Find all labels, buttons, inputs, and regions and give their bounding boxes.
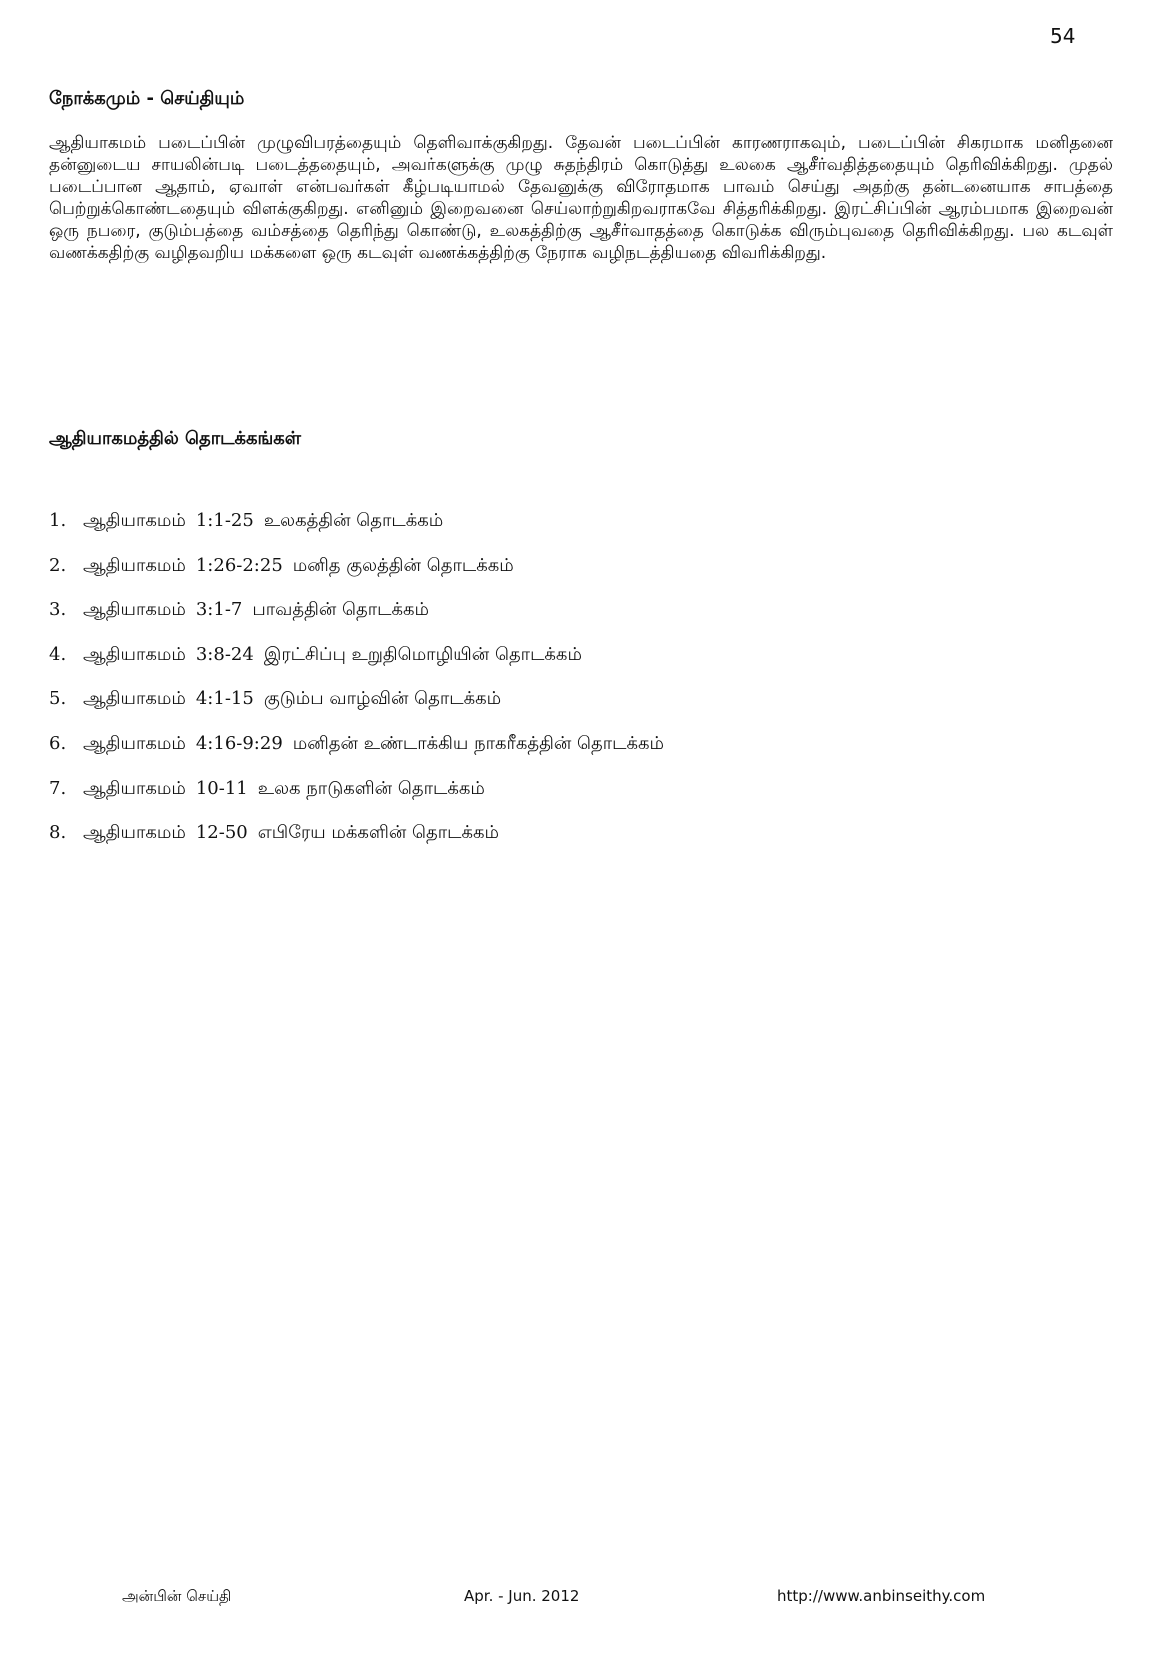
item-reference: 3:8-24 (195, 643, 254, 665)
item-book: ஆதியாகமம் (83, 643, 186, 665)
list-item (49, 822, 664, 867)
list-item (49, 688, 664, 733)
item-reference: 10-11 (195, 777, 248, 799)
item-number: 2. (49, 554, 67, 576)
item-text: மனிதன் உண்டாக்கிய நாகரீகத்தின் தொடக்கம் (292, 732, 664, 754)
footer-issue-date: Apr. - Jun. 2012 (464, 1587, 580, 1605)
beginnings-list (49, 510, 664, 867)
list-item (49, 733, 664, 778)
list-item (49, 644, 664, 689)
item-reference: 3:1-7 (195, 599, 243, 621)
section-heading-purpose: நோக்கமும் - செய்தியும் (49, 88, 245, 109)
item-number: 1. (49, 510, 67, 531)
purpose-paragraph: ஆதியாகமம் படைப்பின் முழுவிபரத்தையும் தெளிவாக்குகிறது. தேவன் படைப்பின் காரணராகவும், படைப்பின் சிகரமாக மனிதனை தன்னுடைய சாயலின்படி படைத்ததையும், அவர்களுக்கு முழு சுதந்திரம் கொடுத்து உலகை ஆசீர்வதித்ததையும் தெரிவிக்கிறது. முதல் படைப்பான ஆதாம், ஏவாள் என்பவர்கள் கீழ்படியாமல் தேவனுக்கு விரோதமாக பாவம் செய்து அதற்கு தன்டனையாக சாபத்தை பெற்றுக்கொண்டதையும் விளக்குகிறது. எனினும் இறைவனை செய்லாற்றுகிறவராகவே சித்தரிக்கிறது. இரட்சிப்பின் ஆரம்பமாக இறைவன் ஒரு நபரை, குடும்பத்தை வம்சத்தை தெரிந்து கொண்டு, உலகத்திற்கு ஆசீர்வாதத்தை கொடுக்க விரும்புவதை தெரிவிக்கிறது. பல கடவுள் வணக்கதிற்கு வழிதவறிய மக்களை ஒரு கடவுள் வணக்கத்திற்கு நேராக வழிநடத்தியதை விவரிக்கிறது. (49, 133, 1113, 263)
footer-website-url: http://www.anbinseithy.com (777, 1587, 986, 1605)
list-item (49, 778, 664, 823)
item-text: உலகத்தின் தொடக்கம் (263, 510, 444, 531)
item-book: ஆதியாகமம் (83, 510, 186, 531)
item-reference: 12-50 (195, 822, 248, 844)
page-number: 54 (1050, 24, 1076, 48)
item-text: எபிரேய மக்களின் தொடக்கம் (257, 822, 499, 844)
item-reference: 4:1-15 (195, 688, 254, 710)
item-number: 5. (49, 688, 67, 710)
item-text: பாவத்தின் தொடக்கம் (252, 599, 430, 621)
list-item (49, 555, 664, 600)
item-book: ஆதியாகமம் (83, 822, 186, 844)
footer-magazine-name: அன்பின் செய்தி (122, 1587, 232, 1605)
item-text: உலக நாடுகளின் தொடக்கம் (257, 777, 485, 799)
item-reference: 4:16-9:29 (195, 732, 283, 754)
item-text: குடும்ப வாழ்வின் தொடக்கம் (263, 688, 502, 710)
item-reference: 1:1-25 (195, 510, 254, 531)
list-item (49, 510, 664, 555)
item-book: ஆதியாகமம் (83, 777, 186, 799)
item-number: 8. (49, 822, 67, 844)
item-book: ஆதியாகமம் (83, 554, 186, 576)
item-number: 3. (49, 599, 67, 621)
item-text: மனித குலத்தின் தொடக்கம் (292, 554, 514, 576)
item-book: ஆதியாகமம் (83, 688, 186, 710)
item-book: ஆதியாகமம் (83, 599, 186, 621)
list-item (49, 599, 664, 644)
item-number: 4. (49, 643, 67, 665)
item-book: ஆதியாகமம் (83, 732, 186, 754)
item-reference: 1:26-2:25 (195, 554, 283, 576)
item-number: 6. (49, 732, 67, 754)
item-number: 7. (49, 777, 67, 799)
section-heading-beginnings: ஆதியாகமத்தில் தொடக்கங்கள் (49, 428, 302, 449)
item-text: இரட்சிப்பு உறுதிமொழியின் தொடக்கம் (263, 643, 582, 665)
